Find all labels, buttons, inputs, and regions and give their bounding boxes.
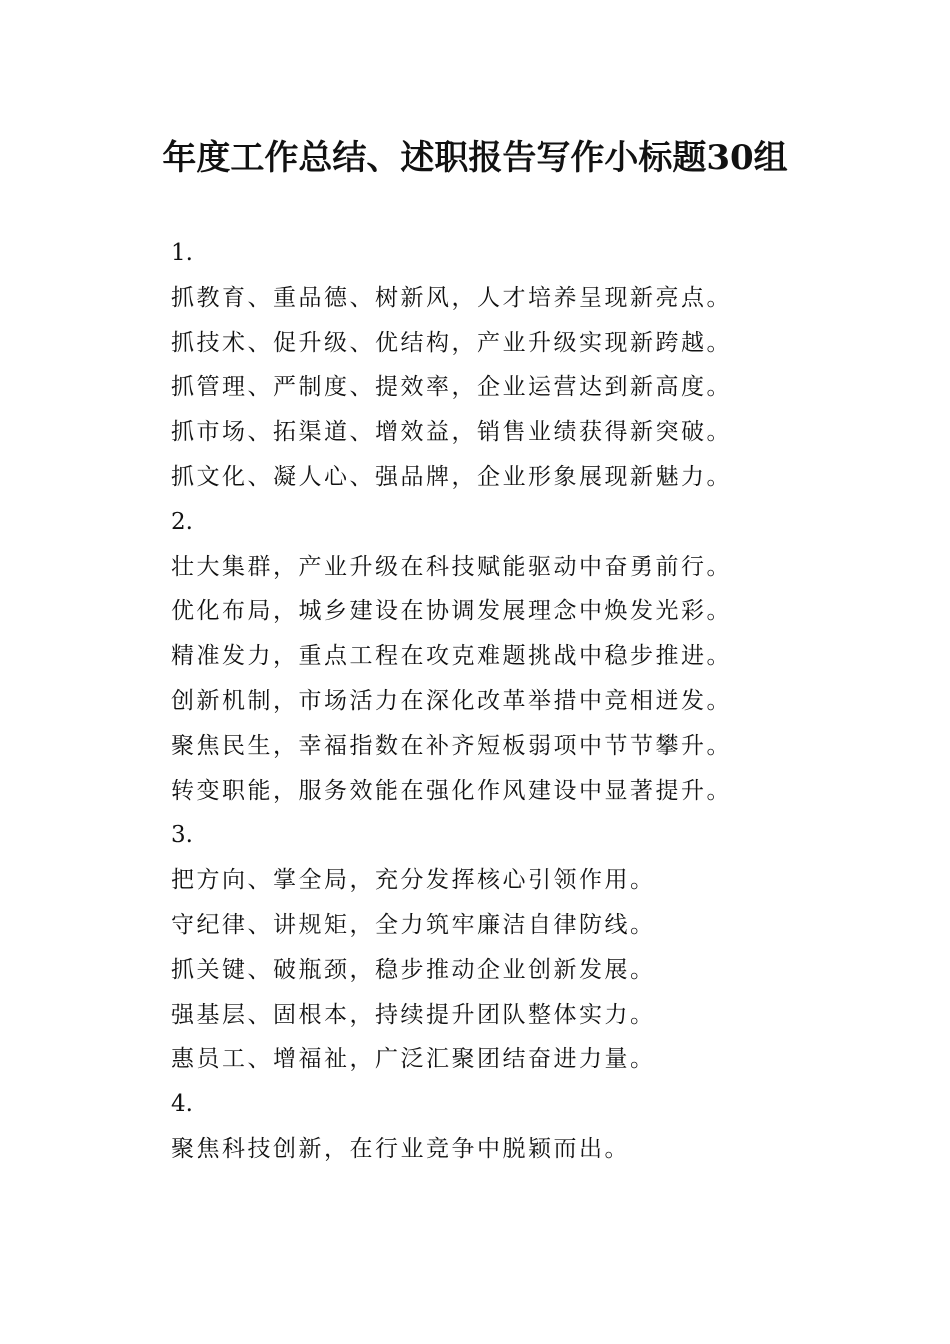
group-number: 4. — [171, 1091, 193, 1118]
group-number: 3. — [171, 822, 193, 849]
heading-line: 抓技术、促升级、优结构，产业升级实现新跨越。 — [171, 329, 732, 356]
heading-line: 抓市场、拓渠道、增效益，销售业绩获得新突破。 — [171, 419, 732, 446]
heading-line: 抓文化、凝人心、强品牌，企业形象展现新魅力。 — [171, 463, 732, 490]
heading-line: 创新机制，市场活力在深化改革举措中竞相迸发。 — [171, 687, 732, 714]
heading-line: 守纪律、讲规矩，全力筑牢廉洁自律防线。 — [171, 911, 656, 938]
heading-line: 壮大集群，产业升级在科技赋能驱动中奋勇前行。 — [171, 553, 732, 580]
heading-line: 优化布局，城乡建设在协调发展理念中焕发光彩。 — [171, 598, 732, 625]
heading-line: 抓教育、重品德、树新风，人才培养呈现新亮点。 — [171, 284, 732, 311]
group-number: 2. — [171, 508, 193, 535]
heading-line: 惠员工、增福祉，广泛汇聚团结奋进力量。 — [171, 1046, 656, 1073]
document-body — [171, 231, 871, 1172]
heading-line: 把方向、掌全局，充分发挥核心引领作用。 — [171, 867, 656, 894]
group-number: 1. — [171, 240, 193, 266]
heading-line: 聚焦科技创新，在行业竞争中脱颖而出。 — [171, 1135, 630, 1162]
heading-line: 抓管理、严制度、提效率，企业运营达到新高度。 — [171, 374, 732, 401]
heading-line: 抓关键、破瓶颈，稳步推动企业创新发展。 — [171, 956, 656, 983]
heading-line: 聚焦民生，幸福指数在补齐短板弱项中节节攀升。 — [171, 732, 732, 759]
heading-line: 强基层、固根本，持续提升团队整体实力。 — [171, 1001, 656, 1028]
document-title: 年度工作总结、述职报告写作小标题30组 — [162, 138, 788, 178]
heading-line: 精准发力，重点工程在攻克难题挑战中稳步推进。 — [171, 643, 732, 670]
heading-line: 转变职能，服务效能在强化作风建设中显著提升。 — [171, 777, 732, 804]
